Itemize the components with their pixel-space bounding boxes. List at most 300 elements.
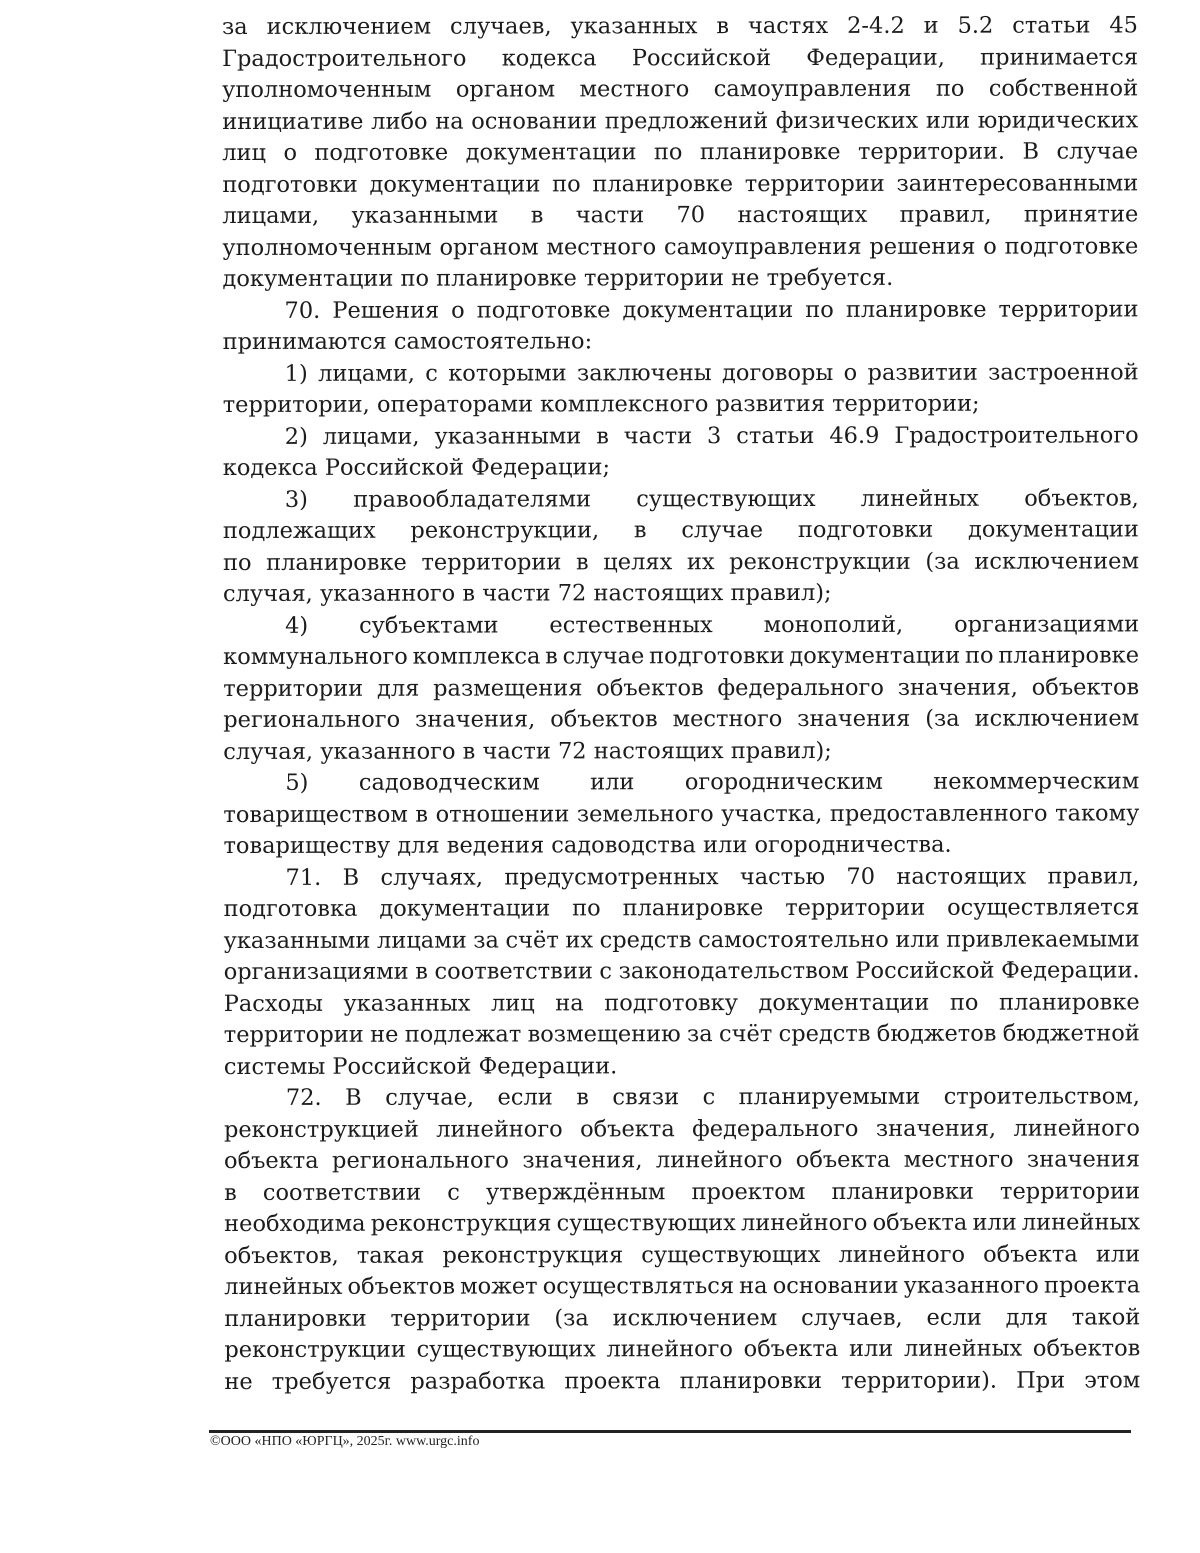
word: лицами, [322,423,420,450]
word: указанного [320,738,463,765]
word: регионального [223,706,401,733]
word: или [895,926,940,953]
word: садоводческим [358,769,540,796]
word: в [415,958,428,985]
text-line [223,420,1139,453]
word: средств [778,1020,871,1048]
word: отношении [435,800,570,828]
word: существующих [641,1241,821,1268]
word: (за [925,548,960,575]
word: может [460,1273,538,1300]
text-line [223,609,1139,642]
text-line [224,1018,1140,1051]
word: указанными [351,202,499,229]
word: на [739,1273,768,1300]
word: значения, [415,706,536,733]
text-line [223,325,1139,358]
word: которыми [448,359,567,387]
word: комплекса [412,643,541,670]
word: объектов [1031,673,1140,701]
word: планировки [679,1367,823,1394]
word: предусмотренных [504,863,719,891]
word: При [1016,1367,1066,1394]
word: осуществляется [947,894,1140,921]
word: участка, [721,800,823,827]
word: не [731,265,767,292]
word: существующих [636,485,816,512]
text-line [222,262,1138,295]
word: части [623,422,693,449]
word: в [530,202,544,229]
word: Федерации, [806,44,945,71]
word: застроенной [988,358,1139,386]
word: самоуправления [713,75,912,103]
word: некоммерческим [933,768,1140,795]
word: случае [681,517,764,544]
word: операторами [376,391,541,418]
word: территории [744,170,885,197]
word: объектов [550,706,658,733]
word: подготовка [223,895,358,922]
word: законодательством [618,957,849,985]
word: для [397,832,447,859]
word: линейных [860,485,979,512]
word: разработка [410,1367,546,1395]
word: возмещению [527,1021,681,1048]
word: органом [439,233,539,261]
word: в [596,422,609,449]
word: объектов, [224,1242,339,1269]
word: реконструкции [729,548,911,575]
text-line [222,73,1138,106]
word: бюджетной [1002,1020,1140,1047]
word: земельного [576,800,714,827]
word: уполномоченным [222,234,432,261]
word: строительством, [943,1083,1140,1110]
word: настоящих [593,580,731,607]
word: основании [471,107,598,135]
word: объектов [596,674,704,701]
word: правил, [1047,862,1140,890]
word: предложений [604,107,769,134]
word: Расходы [223,990,323,1017]
word: линейного [436,1115,563,1143]
word: проекта [1043,1272,1141,1299]
word: 45 [1109,12,1138,39]
word: линейных [224,1273,343,1300]
text-line [223,672,1139,705]
word: территории). [841,1367,998,1394]
word: подготовки [222,171,358,198]
word: с [425,360,438,387]
text-line [222,136,1138,169]
text-line [224,1302,1140,1335]
word: в [462,738,483,765]
word: счёт [718,1021,773,1048]
word: Российской [631,44,771,71]
word: кодекса [501,44,597,72]
word: по [400,265,437,292]
word: существующих [556,1210,736,1237]
word: счёт [505,926,559,954]
word: Градостроительного [894,421,1139,449]
word: подготовке [314,139,449,166]
text-line [224,1239,1140,1272]
word: документации [758,989,930,1016]
word: в [224,1179,237,1206]
word: планировке [592,170,734,197]
word: планировки [831,1178,974,1205]
text-line [224,892,1140,925]
word: утверждённым [486,1178,666,1206]
word: существующих [416,1336,596,1363]
text-line [223,514,1139,547]
word: о [843,359,858,386]
word: планировке [436,265,585,292]
word: коммунального [223,643,408,670]
word: значения, [522,1147,643,1174]
word: по [949,989,979,1016]
word: подготовки [797,516,934,543]
word: основании [772,1272,899,1300]
word: подготовке [476,296,611,324]
word: договоры [722,359,834,386]
text-line [223,546,1139,579]
word: документации [369,170,541,198]
text-line [222,168,1138,201]
word: с [599,958,613,985]
word: необходима [224,1210,366,1237]
word: принимается [980,43,1139,71]
word: указанными [434,422,582,450]
word: по [805,296,834,323]
footer-copyright: ©ООО «НПО «ЮРГЦ», 2025г. www.urgc.info [210,1434,480,1449]
word: случаев, [801,1304,903,1331]
word: линейных [1021,1209,1141,1236]
word: или [1095,1240,1141,1267]
word: физических [775,107,919,134]
word: по [572,895,601,922]
word: указанных [570,13,698,40]
text-line [223,829,1139,862]
word: объектов, [1024,484,1139,512]
word: системы [223,1053,333,1080]
word: планировке [845,296,987,323]
word: федерального [692,1115,859,1142]
word: местного [672,706,783,733]
word: настоящих [737,201,868,229]
word: Федерации. [1001,957,1140,984]
word: Российской [855,957,995,984]
word: части [575,202,645,229]
word: 72 [557,580,594,607]
word: планировке [998,988,1140,1016]
word: частях [747,12,829,40]
word: на [555,989,584,1016]
word: собственной [988,75,1139,102]
word: 70 [846,863,876,890]
word: (за [554,1304,589,1331]
word: организациями [223,958,409,985]
word: за [222,13,248,40]
word: объекта [223,1147,319,1174]
text-line [224,1270,1140,1303]
text-line [223,483,1139,516]
word: Российской [324,454,472,481]
word: осуществляться [542,1273,735,1300]
word: либо [371,108,428,135]
text-line [224,1176,1140,1209]
word: средств [599,926,692,953]
word: объектов [1032,1335,1141,1362]
text-line [222,294,1138,327]
word: организациями [954,610,1140,638]
word: 5) [285,769,309,796]
word: проектом [691,1178,806,1205]
word: 3 [706,422,722,449]
word: территории [390,1304,531,1332]
text-line [223,357,1139,390]
word: самостоятельно [698,926,889,953]
word: их [686,548,715,575]
word: статьи [1012,12,1091,39]
word: территории [223,675,364,702]
text-line [224,1207,1140,1240]
word: товариществом [223,801,408,828]
word: правил, [899,201,992,228]
word: В [1022,138,1040,165]
word: товариществу [223,832,398,859]
text-line [223,451,1139,484]
word: документации [379,895,551,922]
word: исключением [974,705,1140,732]
word: подготовки [649,643,785,670]
word: исключением [266,13,432,40]
text-line [224,1333,1140,1366]
word: объекта [743,1335,839,1363]
text-line [223,703,1139,736]
text-line [224,1365,1140,1398]
text-line [223,766,1139,799]
word: 2-4.2 [847,12,905,39]
word: садоводства [551,832,704,859]
word: территории [785,894,926,922]
word: территории [583,265,732,292]
text-line [223,861,1139,894]
word: в [576,1084,589,1111]
word: планировки [224,1305,367,1332]
word: привлекаемыми [946,925,1140,953]
word: линейных [903,1335,1023,1362]
word: Федерации. [478,1052,618,1080]
word: органом [455,76,556,103]
word: линейного [740,1209,868,1237]
word: документации [622,296,794,323]
word: реконструкции [224,1336,406,1363]
word: в [633,517,647,544]
word: за [686,1021,713,1048]
word: значения [1026,1146,1140,1173]
word: о [983,233,997,260]
word: исключением [974,547,1139,575]
text-line [222,231,1138,264]
word: территории [998,295,1139,323]
word: случая, [222,580,320,607]
word: по [653,139,683,166]
word: или [703,832,755,859]
word: территории [223,1021,364,1048]
word: объекта [580,1115,675,1142]
word: развития [715,390,833,418]
text-line [224,1144,1140,1177]
word: лицами, [222,202,320,229]
word: в [462,580,483,607]
word: местного [579,76,690,103]
word: указанного [319,580,463,607]
word: на [435,108,464,135]
word: планировке [699,138,841,166]
word: 4) [285,612,309,639]
word: лицами [376,927,467,954]
word: уполномоченным [222,76,432,103]
word: планировке [998,642,1140,669]
word: огородничества. [754,831,952,859]
word: проекта [564,1367,661,1394]
word: 3) [284,486,308,513]
word: ведения [446,832,552,859]
word: исключением [612,1304,778,1331]
word: не [370,1021,399,1048]
word: огородническим [684,768,883,796]
word: федерального [717,674,884,701]
word: указанными [223,927,371,954]
word: за [473,927,499,954]
word: принятие [1023,201,1139,228]
word: значения [797,705,911,732]
word: соответствии [262,1179,422,1206]
word: случаях, [380,864,484,891]
word: юридических [977,106,1139,134]
word: В [342,864,360,891]
word: случае, [385,1084,475,1111]
word: в [716,13,730,40]
word: реконструкция [370,1210,552,1237]
word: случая, [223,738,321,765]
text-line [223,577,1139,610]
word: подготовке [1004,232,1139,260]
word: о [451,297,465,324]
word: правил); [730,579,832,607]
word: планировке [266,549,407,576]
word: местного [546,233,657,260]
word: по [552,170,581,197]
word: монополий, [763,611,904,638]
word: линейного [655,1147,783,1174]
word: подлежат [404,1021,522,1048]
word: или [925,107,971,134]
word: заинтересованными [896,169,1139,197]
word: не [224,1368,253,1395]
text-line [223,735,1139,768]
word: регионального [332,1147,509,1174]
word: линейного [1013,1114,1140,1142]
text-line [223,388,1139,421]
word: предоставленного [829,800,1048,827]
text-line [224,1113,1140,1146]
word: объекта [872,1209,968,1236]
word: самоуправления [663,233,862,260]
word: 46.9 [829,422,880,449]
text-line [224,1050,1140,1083]
word: такой [1071,1303,1141,1331]
word: реконструкцией [223,1116,419,1143]
word: целях [603,548,673,575]
text-line [223,798,1139,831]
word: комплексного [540,391,716,418]
word: если [497,1084,553,1111]
word: Федерации; [471,454,611,481]
text-line [222,105,1138,138]
word: части [482,737,559,765]
word: по [222,549,252,576]
word: значения, [897,674,1018,701]
word: документации [465,139,637,166]
word: линейного [606,1336,733,1363]
word: такая [356,1242,425,1269]
word: правил); [730,737,832,764]
text-line [224,987,1140,1020]
word: 70 [676,202,706,229]
word: (за [925,705,960,732]
word: в [575,548,589,575]
word: по [935,75,965,102]
word: этом [1084,1366,1141,1393]
word: лицами, [318,360,415,387]
word: Градостроительного [222,45,467,72]
word: случаев, [450,13,552,40]
word: связи [612,1084,680,1111]
word: о [283,139,298,166]
word: в [415,801,429,828]
text-line [222,199,1138,232]
word: линейного [838,1241,966,1268]
word: по [964,642,994,669]
footer-divider [209,1430,1131,1433]
word: заключены [576,359,712,386]
word: в [545,643,558,670]
text-line [222,42,1138,75]
word: размещения [433,674,583,702]
word: Российской [332,1053,479,1080]
word: документации [968,516,1139,543]
word: самостоятельно: [393,328,593,355]
word: случае [562,643,645,670]
word: с [447,1179,460,1206]
word: значения, [875,1115,997,1142]
word: принимаются [222,328,394,355]
word: реконструкция [442,1241,624,1269]
word: субъектами [359,612,499,639]
word: документации [789,642,961,670]
word: объектов [347,1273,456,1300]
word: подготовку [604,989,738,1016]
word: 70. [284,297,321,324]
word: 2) [284,423,308,450]
word: если [926,1304,982,1331]
word: соответствии [434,958,593,985]
word: естественных [549,611,713,638]
word: указанного [903,1272,1039,1299]
